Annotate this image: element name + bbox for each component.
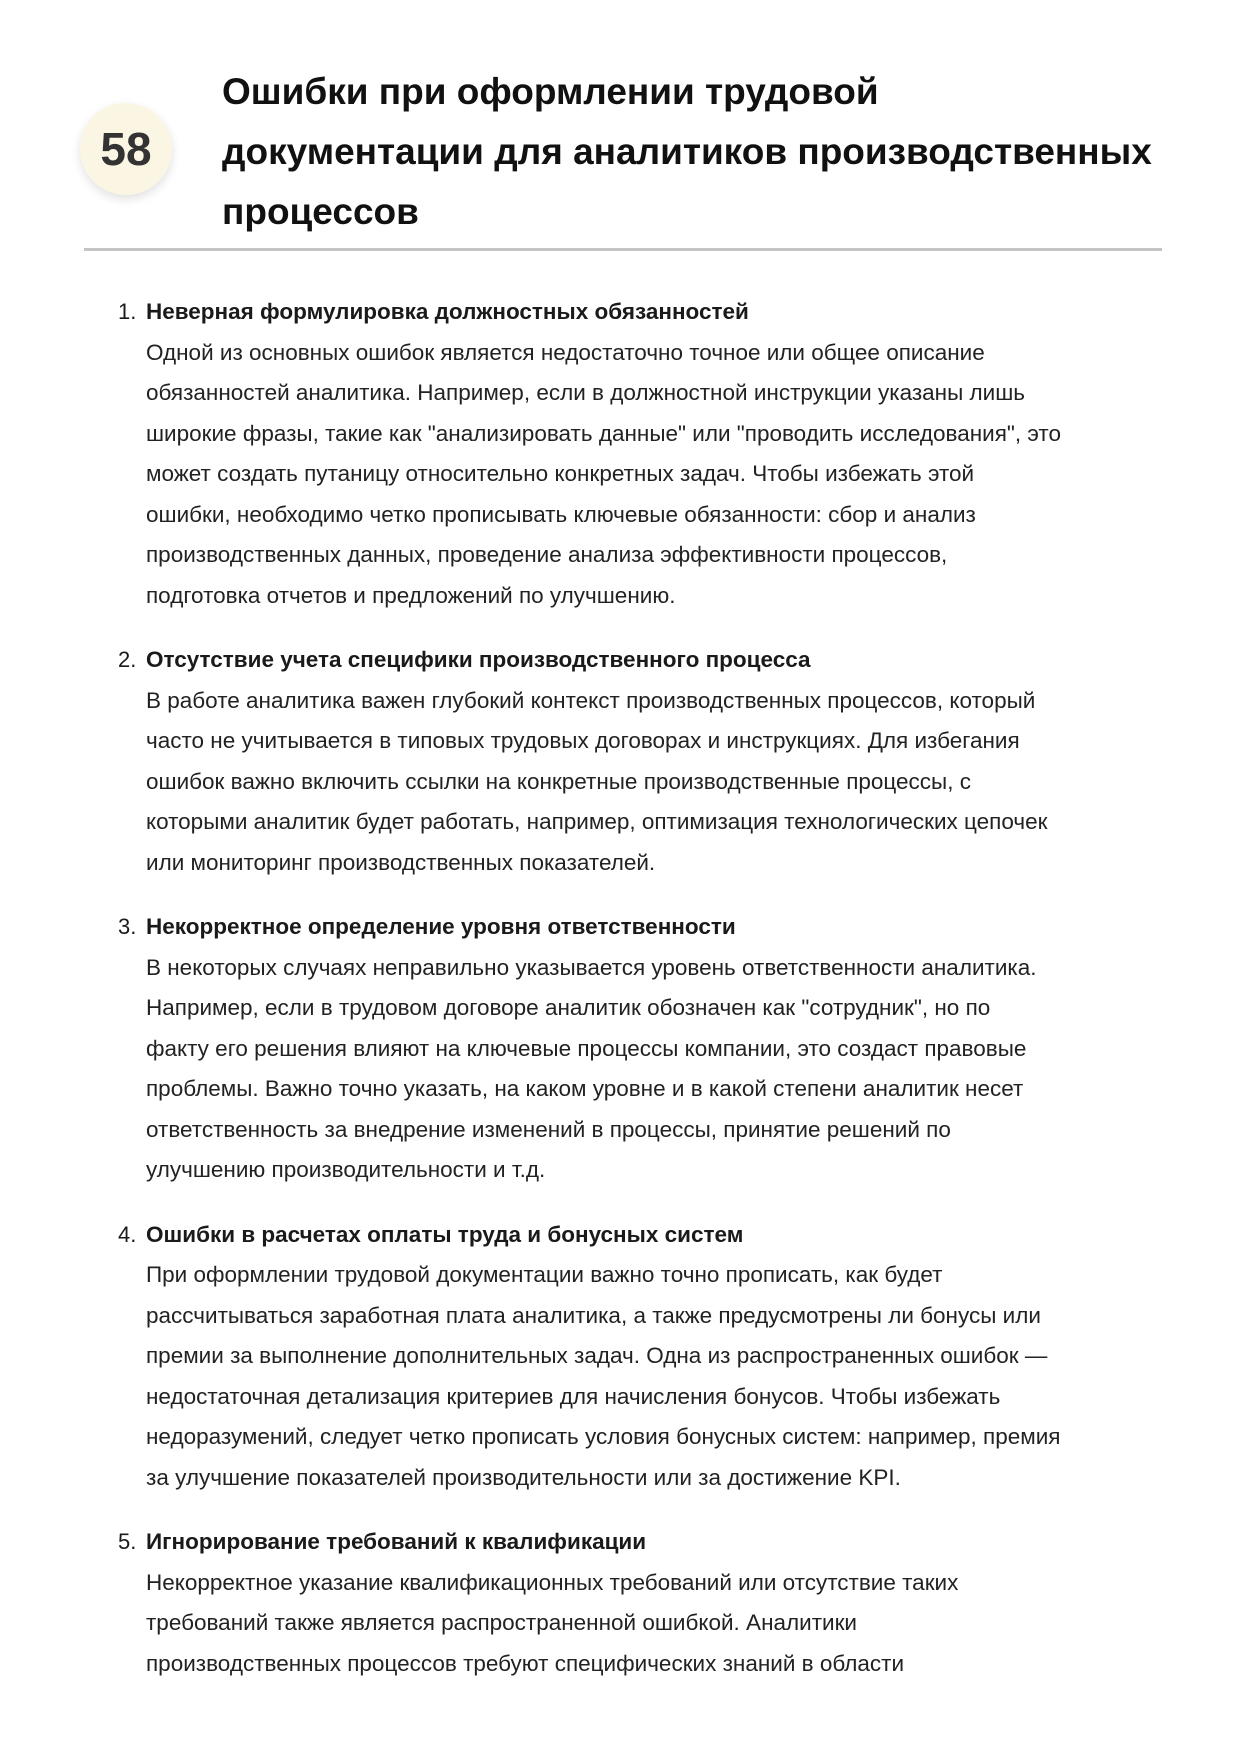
list-item	[118, 1215, 1178, 1499]
item-text-line: премии за выполнение дополнительных задач. Одна из распространенных ошибок —	[146, 1343, 1048, 1368]
list-item	[118, 640, 1178, 883]
item-text-line: Одной из основных ошибок является недостаточно точное или общее описание	[146, 339, 985, 365]
item-number: 1.	[118, 299, 137, 324]
item-text-line: В работе аналитика важен глубокий контекст производственных процессов, который	[146, 687, 1036, 713]
item-text-line: рассчитываться заработная плата аналитика, а также предусмотрены ли бонусы или	[146, 1302, 1041, 1328]
item-heading: Игнорирование требований к квалификации	[146, 1529, 647, 1554]
page-number-badge: 58	[80, 103, 172, 195]
item-heading: Ошибки в расчетах оплаты труда и бонусных систем	[146, 1221, 744, 1247]
item-text-line: Некорректное указание квалификационных требований или отсутствие таких	[146, 1569, 959, 1595]
item-text-line: требований также является распространенной ошибкой. Аналитики	[146, 1610, 857, 1635]
item-text-line: недостаточная детализация критериев для начисления бонусов. Чтобы избежать	[146, 1383, 1001, 1409]
title-line: Ошибки при оформлении трудовой	[222, 71, 879, 112]
list-item	[118, 1522, 1178, 1684]
title-line: процессов	[222, 191, 419, 232]
item-text-line: Например, если в трудовом договоре аналитик обозначен как "сотрудник", но по	[146, 995, 991, 1020]
item-text-line: проблемы. Важно точно указать, на каком уровне и в какой степени аналитик несет	[146, 1076, 1024, 1101]
item-text-line: ответственность за внедрение изменений в процессы, принятие решений по	[146, 1116, 951, 1142]
item-text-line: которыми аналитик будет работать, например, оптимизация технологических цепочек	[146, 809, 1048, 834]
title-divider	[84, 248, 1162, 251]
item-text-line: подготовка отчетов и предложений по улучшению.	[146, 582, 676, 608]
list-item	[118, 292, 1178, 616]
item-text-line: обязанностей аналитика. Например, если в должностной инструкции указаны лишь	[146, 380, 1025, 405]
item-number: 4.	[118, 1221, 137, 1247]
item-text-line: ошибок важно включить ссылки на конкретные производственные процессы, с	[146, 768, 971, 794]
item-heading: Некорректное определение уровня ответственности	[146, 914, 736, 939]
item-number: 3.	[118, 914, 137, 939]
item-text-line: может создать путаницу относительно конкретных задач. Чтобы избежать этой	[146, 461, 975, 486]
item-text-line: широкие фразы, такие как "анализировать данные" или "проводить исследования", это	[146, 420, 1061, 446]
title-line: документации для аналитиков производственных	[222, 131, 1152, 172]
item-number: 5.	[118, 1529, 137, 1554]
item-number: 2.	[118, 647, 137, 672]
item-text-line: факту его решения влияют на ключевые процессы компании, это создаст правовые	[146, 1035, 1027, 1061]
item-text-line: за улучшение показателей производительности или за достижение KPI.	[146, 1464, 901, 1490]
item-text-line: улучшению производительности и т.д.	[146, 1157, 546, 1182]
numbered-list	[118, 292, 1178, 1708]
item-text-line: или мониторинг производственных показателей.	[146, 849, 656, 875]
item-text-line: В некоторых случаях неправильно указывается уровень ответственности аналитика.	[146, 954, 1037, 980]
item-text-line: производственных процессов требуют специфических знаний в области	[146, 1650, 905, 1676]
item-heading: Отсутствие учета специфики производственного процесса	[146, 647, 811, 672]
page-title	[222, 62, 1182, 242]
list-item	[118, 907, 1178, 1191]
item-heading: Неверная формулировка должностных обязанностей	[146, 299, 749, 324]
item-text-line: При оформлении трудовой документации важно точно прописать, как будет	[146, 1262, 943, 1287]
item-text-line: недоразумений, следует четко прописать условия бонусных систем: например, премия	[146, 1424, 1061, 1449]
item-text-line: ошибки, необходимо четко прописывать ключевые обязанности: сбор и анализ	[146, 501, 976, 527]
item-text-line: производственных данных, проведение анализа эффективности процессов,	[146, 542, 948, 567]
item-text-line: часто не учитывается в типовых трудовых договорах и инструкциях. Для избегания	[146, 728, 1020, 753]
